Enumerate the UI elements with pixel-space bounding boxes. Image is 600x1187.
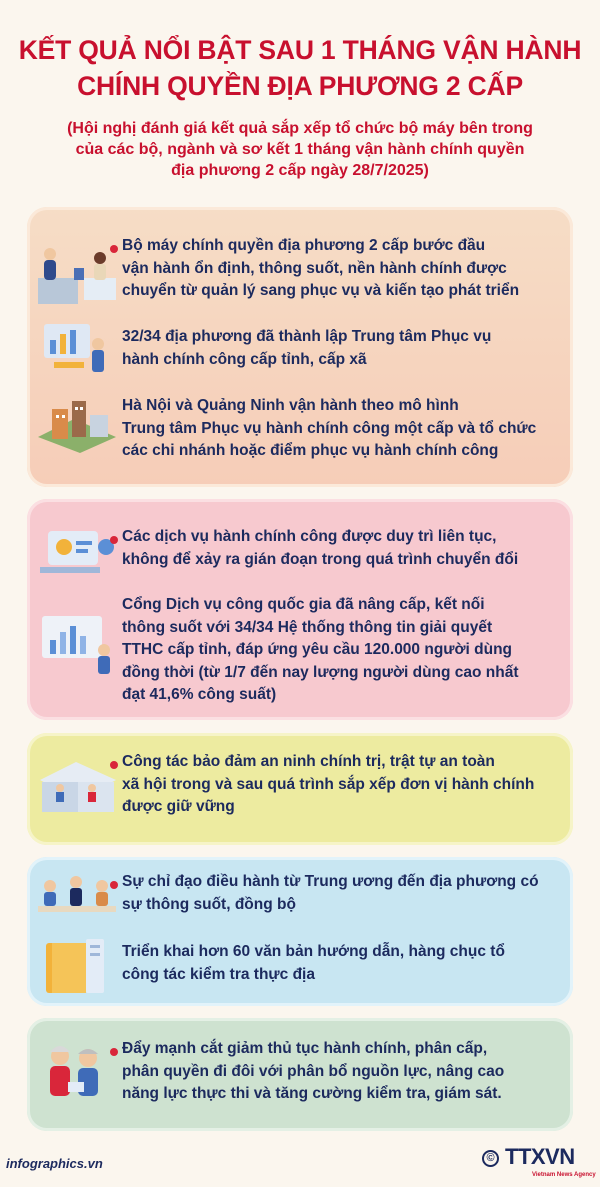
item-line: TTHC cấp tỉnh, đáp ứng yêu cầu 120.000 người dùng [122,641,513,658]
bullet-dot [110,881,118,889]
item-line: sự thông suốt, đồng bộ [122,895,296,913]
online-services-icon [34,527,120,583]
subtitle-line: của các bộ, ngành và sơ kết 1 tháng vận hành chính quyền [75,141,525,158]
subtitle-line: địa phương 2 cấp ngày 28/7/2025) [171,162,429,179]
copyright-icon: © [482,1150,499,1167]
item-line: phân quyền đi đôi với phân bổ nguồn lực, nâng cao [122,1062,505,1080]
list-item [122,395,562,463]
title-line: CHÍNH QUYỀN ĐỊA PHƯƠNG 2 CẤP [77,71,523,101]
security-office-icon [34,752,120,822]
item-line: xã hội trong và sau quá trình sắp xếp đơn vị hành chính [122,775,535,793]
item-line: đồng thời (từ 1/7 đến nay lượng người dùng cao nhất [122,663,519,681]
title-line: KẾT QUẢ NỔI BẬT SAU 1 THÁNG VẬN HÀNH [18,35,582,65]
bullet-dot [110,1048,118,1056]
office-workers-icon [34,238,120,308]
list-item [122,526,562,571]
source-link[interactable]: infographics.vn [6,1156,103,1171]
item-line: các chi nhánh hoặc điểm phục vụ hành chính công [122,442,499,459]
item-line: 32/34 địa phương đã thành lập Trung tâm Phục vụ [122,328,492,345]
item-line: không để xảy ra gián đoạn trong quá trình chuyển đổi [122,550,519,568]
bullet-dot [110,245,118,253]
analytics-worker-icon [34,318,120,380]
item-line: công tác kiểm tra thực địa [122,965,315,983]
item-line: Hà Nội và Quảng Ninh vận hành theo mô hình [122,397,459,414]
item-line: Sự chỉ đạo điều hành từ Trung ương đến địa phương có [122,873,539,890]
list-item [122,594,562,707]
city-buildings-icon [34,395,120,455]
list-item [122,1038,562,1106]
page-title [0,32,600,104]
list-item [122,326,562,371]
item-line: Bộ máy chính quyền địa phương 2 cấp bước đầu [122,237,486,254]
item-line: Cổng Dịch vụ công quốc gia đã nâng cấp, kết nối [122,596,485,613]
data-chart-icon [34,612,120,678]
bullet-dot [110,761,118,769]
elderly-couple-icon [34,1036,120,1108]
item-line: Trung tâm Phục vụ hành chính công một cấp và tổ chức [122,419,537,437]
item-line: Các dịch vụ hành chính công được duy trì liên tục, [122,528,497,545]
meeting-people-icon [34,870,120,928]
item-line: thông suốt với 34/34 Hệ thống thông tin giải quyết [122,618,493,636]
item-line: Triển khai hơn 60 văn bản hướng dẫn, hàng chục tổ [122,943,505,960]
list-item [122,235,562,303]
item-line: đạt 41,6% công suất) [122,686,277,703]
item-line: được giữ vững [122,798,235,815]
bullet-dot [110,536,118,544]
item-line: vận hành ổn định, thông suốt, nền hành chính được [122,259,507,277]
item-line: chuyển từ quản lý sang phục vụ và kiến tạo phát triển [122,282,520,299]
page-subtitle [20,118,580,181]
subtitle-line: (Hội nghị đánh giá kết quả sắp xếp tổ chức bộ máy bên trong [67,120,533,137]
documents-binder-icon [40,935,110,997]
list-item [122,871,562,916]
item-line: Đẩy mạnh cắt giảm thủ tục hành chính, phân cấp, [122,1040,488,1057]
item-line: năng lực thực thi và tăng cường kiểm tra, giám sát. [122,1085,502,1102]
item-line: hành chính công cấp tỉnh, cấp xã [122,350,367,368]
ttxvn-logo: TTXVN [505,1144,575,1169]
logo-subtitle: Vietnam News Agency [532,1172,596,1178]
list-item [122,751,562,819]
list-item [122,941,562,986]
item-line: Công tác bảo đảm an ninh chính trị, trật tự an toàn [122,753,495,770]
